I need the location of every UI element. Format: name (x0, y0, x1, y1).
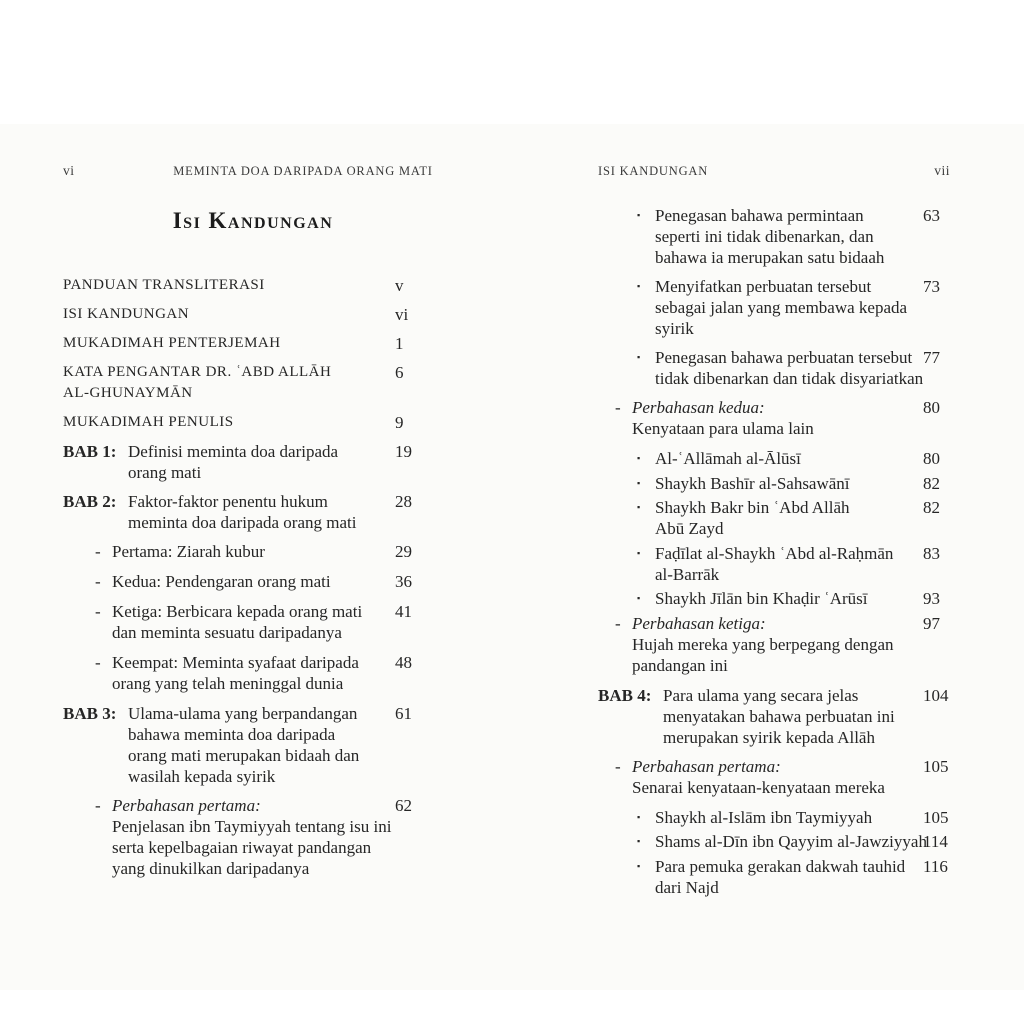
right-page (598, 163, 950, 901)
toc-line: Para ulama yang secara jelas (663, 685, 859, 705)
toc-line: Definisi meminta doa daripada (128, 442, 339, 461)
toc-line: wasilah kepada syirik (128, 767, 276, 786)
toc-entry-text (112, 601, 395, 643)
toc-line: dan meminta sesuatu daripadanya (112, 623, 342, 642)
left-running-title: MEMINTA DOA DARIPADA ORANG MATI (173, 164, 433, 178)
toc-line: PANDUAN TRANSLITERASI (63, 277, 265, 293)
toc-line: Menyifatkan perbuatan tersebut (655, 277, 872, 296)
toc-entry-text (632, 397, 923, 439)
dash-marker: - (615, 613, 621, 633)
toc-entry (598, 543, 950, 585)
toc-entry (598, 807, 950, 828)
toc-entry-text (655, 497, 923, 539)
toc-line: Al-ʿAllāmah al-Ālūsī (655, 449, 801, 468)
toc-title: Isi Kandungan (172, 208, 334, 233)
bullet-marker: ▪ (637, 477, 641, 488)
toc-entry-text (655, 831, 927, 852)
toc-entry (63, 795, 443, 879)
toc-entry-text (655, 276, 923, 339)
toc-entry (598, 205, 950, 268)
toc-line: pandangan ini (632, 655, 728, 675)
toc-page-number: 105 (923, 807, 949, 827)
toc-entry (598, 588, 950, 609)
left-page (63, 163, 443, 888)
toc-line: Ketiga: Berbicara kepada orang mati (112, 602, 363, 621)
toc-page-number: 82 (923, 498, 940, 517)
toc-entry (598, 276, 950, 339)
bullet-marker: ▪ (637, 352, 641, 362)
toc-entry (63, 601, 443, 643)
toc-line: dari Najd (655, 877, 719, 897)
toc-line: orang yang telah meninggal dunia (112, 674, 344, 693)
bullet-marker: ▪ (637, 593, 641, 603)
toc-line: seperti ini tidak dibenarkan, dan (655, 227, 874, 246)
toc-line: Perbahasan pertama: (112, 796, 261, 815)
chapter-label: BAB 1: (63, 442, 117, 461)
toc-entry (598, 347, 950, 389)
toc-page-number: 19 (395, 442, 412, 461)
toc-entry-text (632, 613, 923, 676)
toc-entry-text (112, 652, 395, 694)
toc-entry-text (63, 333, 395, 354)
toc-page-number: 80 (923, 449, 940, 468)
toc-entry (63, 412, 443, 433)
toc-page-number: 93 (923, 589, 940, 608)
toc-line: Ulama-ulama yang berpandangan (128, 704, 358, 723)
bullet-marker: ▪ (637, 836, 641, 846)
toc-page-number: 116 (923, 856, 948, 876)
left-toc-entries (63, 275, 443, 879)
toc-page-number: v (395, 276, 404, 295)
bullet-marker: ▪ (637, 210, 641, 220)
dash-marker: - (95, 572, 101, 591)
toc-line: merupakan syirik kepada Allāh (663, 727, 875, 747)
bullet-marker: ▪ (637, 502, 641, 512)
toc-entry-text (128, 703, 395, 787)
toc-page-number: vi (395, 305, 409, 324)
toc-entry (598, 831, 950, 852)
toc-line: Shaykh al-Islām ibn Taymiyyah (655, 807, 873, 827)
toc-entry-text (128, 441, 395, 483)
toc-page-number: 61 (395, 704, 412, 723)
toc-line: yang dinukilkan daripadanya (112, 859, 310, 878)
toc-page-number: 80 (923, 398, 940, 417)
bullet-marker: ▪ (637, 281, 641, 291)
toc-entry (598, 448, 950, 469)
toc-entry-text (655, 347, 923, 389)
toc-line: Perbahasan pertama: (632, 756, 781, 776)
toc-page-number: 9 (395, 413, 404, 432)
dash-marker: - (95, 796, 101, 815)
toc-entry-text (63, 362, 395, 404)
toc-line: Penegasan bahawa permintaan (655, 206, 864, 225)
dash-marker: - (95, 653, 101, 672)
toc-page-number: 6 (395, 363, 404, 382)
toc-entry (63, 333, 443, 354)
toc-entry-text (655, 205, 923, 268)
chapter-label: BAB 4: (598, 685, 652, 705)
toc-entry-text (63, 304, 395, 325)
toc-page-number: 114 (923, 832, 948, 851)
toc-line: orang mati (128, 463, 202, 482)
toc-entry (63, 541, 443, 562)
toc-entry (63, 304, 443, 325)
toc-line: ISI KANDUNGAN (63, 306, 190, 322)
toc-entry-text (128, 491, 395, 533)
toc-page-number: 105 (923, 756, 949, 776)
toc-entry-text (655, 856, 923, 898)
toc-entry-text (655, 543, 923, 585)
toc-line: meminta doa daripada orang mati (128, 513, 357, 532)
toc-page-number: 77 (923, 348, 940, 367)
toc-entry (63, 441, 443, 483)
dash-marker: - (615, 756, 621, 776)
left-folio-number: vi (63, 163, 75, 178)
dash-marker: - (615, 398, 621, 417)
toc-line: Kedua: Pendengaran orang mati (112, 572, 331, 591)
toc-line: Para pemuka gerakan dakwah tauhid (655, 856, 906, 876)
toc-page-number: 29 (395, 542, 412, 561)
toc-line: Senarai kenyataan-kenyataan mereka (632, 777, 885, 797)
toc-entry (63, 362, 443, 404)
toc-line: sebagai jalan yang membawa kepada (655, 298, 908, 317)
toc-page-number: 97 (923, 613, 940, 633)
toc-line: Faḍīlat al-Shaykh ʿAbd al-Raḥmān (655, 543, 894, 563)
toc-line: syirik (655, 319, 694, 338)
toc-line: tidak dibenarkan dan tidak disyariatkan (655, 369, 924, 388)
toc-entry (63, 275, 443, 296)
toc-line: KATA PENGANTAR DR. ʿABD ALLĀH (63, 364, 332, 380)
right-page-header (598, 163, 950, 181)
toc-page-number: 36 (395, 572, 412, 591)
toc-page-number: 73 (923, 277, 940, 296)
toc-page-number: 83 (923, 543, 940, 563)
left-page-header (63, 163, 443, 181)
toc-entry-text (663, 685, 923, 748)
toc-entry-text (63, 412, 395, 433)
bullet-marker: ▪ (637, 547, 641, 558)
toc-line: Pertama: Ziarah kubur (112, 542, 265, 561)
toc-entry (598, 756, 950, 798)
toc-page-number: 1 (395, 334, 404, 353)
toc-line: Shaykh Bashīr al-Sahsawānī (655, 473, 850, 493)
toc-line: orang mati merupakan bidaah dan (128, 746, 360, 765)
toc-entry (598, 685, 950, 748)
toc-entry (63, 652, 443, 694)
toc-line: bahawa meminta doa daripada (128, 725, 336, 744)
toc-page-number: 82 (923, 473, 940, 493)
toc-line: Faktor-faktor penentu hukum (128, 492, 328, 511)
toc-line: Shaykh Bakr bin ʿAbd Allāh (655, 498, 850, 517)
toc-line: Perbahasan kedua: (632, 398, 765, 417)
dash-marker: - (95, 542, 101, 561)
toc-line: MUKADIMAH PENULIS (63, 414, 234, 430)
toc-entry (598, 613, 950, 676)
chapter-label: BAB 2: (63, 492, 117, 511)
toc-entry-text (632, 756, 923, 798)
toc-entry (598, 497, 950, 539)
toc-line: Kenyataan para ulama lain (632, 419, 814, 438)
bullet-marker: ▪ (637, 860, 641, 871)
toc-line: menyatakan bahawa perbuatan ini (663, 706, 895, 726)
toc-line: bahawa ia merupakan satu bidaah (655, 248, 885, 267)
toc-entry-text (655, 588, 923, 609)
toc-page-number: 104 (923, 685, 949, 705)
chapter-label: BAB 3: (63, 704, 117, 723)
right-folio-number: vii (934, 163, 950, 178)
toc-line: Penegasan bahawa perbuatan tersebut (655, 348, 913, 367)
toc-line: Shaykh Jīlān bin Khaḍir ʿArūsī (655, 589, 868, 608)
toc-entry-text (112, 795, 395, 879)
toc-page-number: 62 (395, 796, 412, 815)
toc-entry (598, 473, 950, 494)
toc-entry-text (112, 571, 395, 592)
toc-entry-text (112, 541, 395, 562)
toc-line: Keempat: Meminta syafaat daripada (112, 653, 359, 672)
toc-line: AL-GHUNAYMĀN (63, 385, 193, 401)
toc-entry-text (655, 807, 923, 828)
toc-entry (598, 856, 950, 898)
toc-entry (63, 703, 443, 787)
toc-line: Abū Zayd (655, 519, 724, 538)
toc-entry (63, 571, 443, 592)
bullet-marker: ▪ (637, 811, 641, 822)
dash-marker: - (95, 602, 101, 621)
toc-entry-text (655, 473, 923, 494)
toc-entry-text (655, 448, 923, 469)
toc-page-number: 63 (923, 206, 940, 225)
bullet-marker: ▪ (637, 453, 641, 463)
toc-entry (63, 491, 443, 533)
toc-line: Penjelasan ibn Taymiyyah tentang isu ini (112, 817, 392, 836)
toc-line: Shams al-Dīn ibn Qayyim al-Jawziyyah (655, 832, 927, 851)
toc-line: MUKADIMAH PENTERJEMAH (63, 335, 281, 351)
toc-page-number: 41 (395, 602, 412, 621)
toc-line: al-Barrāk (655, 564, 720, 584)
toc-line: Perbahasan ketiga: (632, 613, 766, 633)
toc-line: serta kepelbagaian riwayat pandangan (112, 838, 372, 857)
right-running-title: ISI KANDUNGAN (598, 164, 709, 178)
toc-line: Hujah mereka yang berpegang dengan (632, 634, 894, 654)
toc-entry (598, 397, 950, 439)
toc-page-number: 48 (395, 653, 412, 672)
toc-page-number: 28 (395, 492, 412, 511)
right-toc-entries (598, 205, 950, 898)
toc-entry-text (63, 275, 395, 296)
